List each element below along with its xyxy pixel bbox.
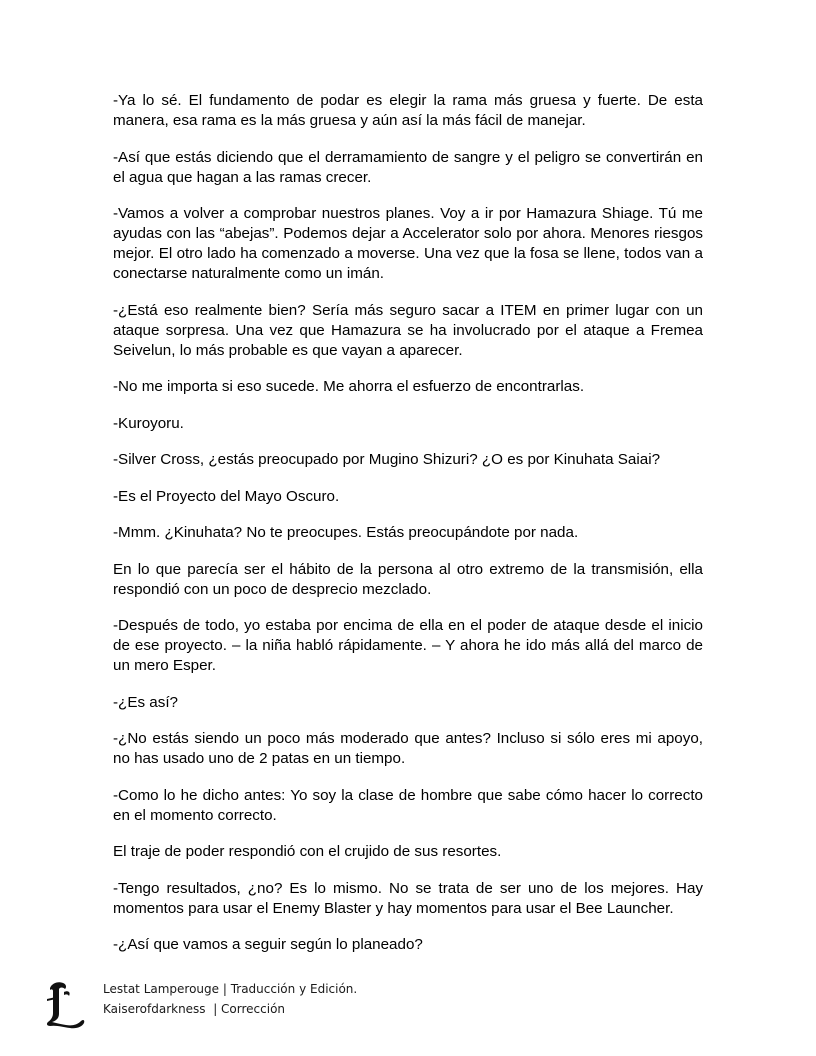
- paragraph: -Después de todo, yo estaba por encima de ella en el poder de ataque desde el inicio de ese proyecto. – la niña habló rápidamente. – Y ahora he ido más allá del marco de un mero Esper.: [113, 617, 703, 674]
- paragraph: -Tengo resultados, ¿no? Es lo mismo. No se trata de ser uno de los mejores. Hay momentos para usar el Enemy Blaster y hay momentos para usar el Bee Launcher.: [113, 879, 703, 917]
- paragraph: -No me importa si eso sucede. Me ahorra el esfuerzo de encontrarlas.: [113, 378, 585, 395]
- paragraph: -Kuroyoru.: [113, 414, 184, 432]
- paragraph: -Así que estás diciendo que el derramamiento de sangre y el peligro se convertirán en el agua que hagan a las ramas crecer.: [113, 148, 703, 186]
- paragraph: En lo que parecía ser el hábito de la persona al otro extremo de la transmisión, ella respondió con un poco de desprecio mezclado.: [113, 560, 703, 598]
- page-body: [113, 91, 703, 972]
- paragraph: -Mmm. ¿Kinuhata? No te preocupes. Estás preocupándote por nada.: [113, 524, 579, 541]
- footer-credit-correction: Kaiserofdarkness | Corrección: [103, 1002, 286, 1016]
- gothic-letter-l-logo-icon: [44, 978, 88, 1030]
- paragraph: -Silver Cross, ¿estás preocupado por Mugino Shizuri? ¿O es por Kinuhata Saiai?: [113, 451, 661, 468]
- paragraph: -¿Así que vamos a seguir según lo planeado?: [113, 936, 423, 953]
- paragraph: -¿Está eso realmente bien? Sería más seguro sacar a ITEM en primer lugar con un ataque sorpresa. Una vez que Hamazura se ha involucrado por el ataque a Fremea Seivelun, lo más probable es que vayan a aparecer.: [113, 301, 703, 359]
- paragraph: -¿Es así?: [113, 693, 178, 711]
- paragraph: -¿No estás siendo un poco más moderado que antes? Incluso si sólo eres mi apoyo, no has usado uno de 2 patas en un tiempo.: [113, 730, 703, 767]
- paragraph: -Es el Proyecto del Mayo Oscuro.: [113, 487, 340, 505]
- footer: [44, 978, 404, 1030]
- footer-credits: [103, 979, 357, 1019]
- paragraph: El traje de poder respondió con el crujido de sus resortes.: [113, 843, 502, 860]
- paragraph: -Como lo he dicho antes: Yo soy la clase de hombre que sabe cómo hacer lo correcto en el momento correcto.: [113, 786, 703, 824]
- footer-credit-translation: Lestat Lamperouge | Traducción y Edición.: [103, 982, 358, 996]
- paragraph: -Vamos a volver a comprobar nuestros planes. Voy a ir por Hamazura Shiage. Tú me ayudas con las “abejas”. Podemos dejar a Accelerator solo por ahora. Menores riesgos mejor. El otro lado ha comenzado a moverse. Una vez que la fosa se llene, todos van a conectarse naturalmente como un imán.: [113, 205, 703, 282]
- paragraph: -Ya lo sé. El fundamento de podar es elegir la rama más gruesa y fuerte. De esta manera, esa rama es la más gruesa y aún así la más fácil de manejar.: [113, 92, 703, 129]
